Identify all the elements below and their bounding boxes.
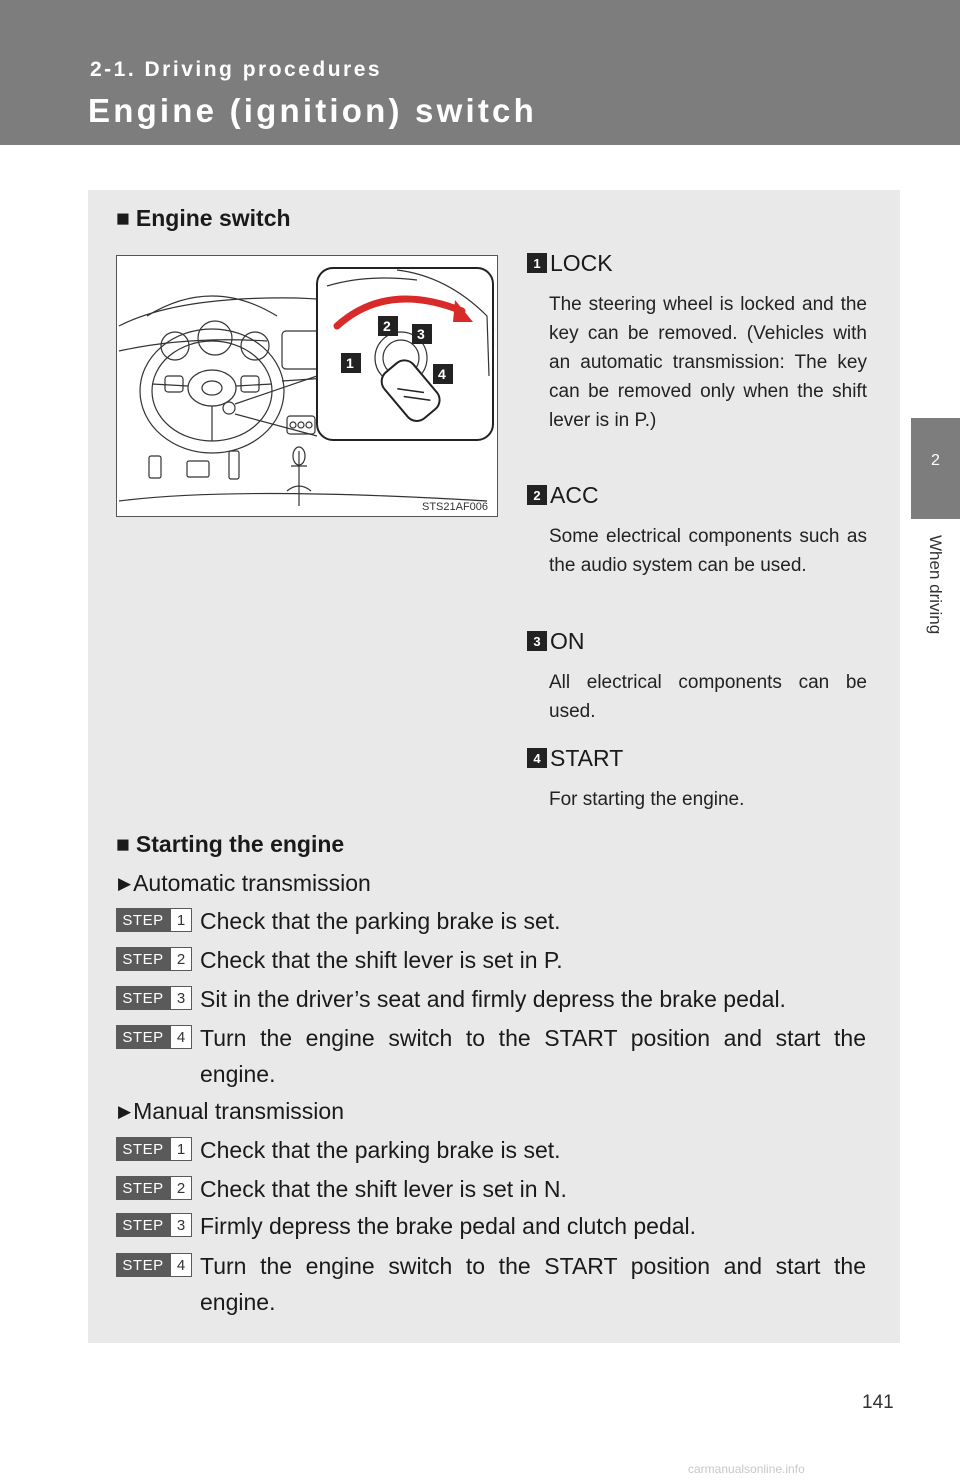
step-badge	[116, 1213, 192, 1237]
automatic-transmission-text: Automatic transmission	[133, 870, 371, 896]
heading-square-marker: ■	[116, 205, 130, 231]
step-number: 4	[170, 1253, 192, 1277]
step-badge	[116, 908, 192, 932]
position-description: All electrical components can be used.	[549, 672, 867, 722]
starting-engine-heading	[116, 831, 344, 858]
position-description: Some electrical components such as the audio system can be used.	[549, 526, 867, 576]
manual-step-3	[116, 1208, 866, 1244]
engine-switch-heading	[116, 205, 291, 232]
step-badge	[116, 986, 192, 1010]
step-text: Sit in the driver’s seat and firmly depress the brake pedal.	[200, 986, 786, 1012]
step-word: STEP	[116, 1176, 170, 1200]
manual-step-2	[116, 1171, 866, 1207]
watermark: carmanualsonline.info	[688, 1462, 805, 1476]
step-word: STEP	[116, 1253, 170, 1277]
position-on	[527, 626, 867, 726]
heading-square-marker: ■	[116, 831, 130, 857]
manual-transmission-text: Manual transmission	[133, 1098, 344, 1124]
callout-4-label: 4	[438, 366, 446, 382]
dashboard-illustration	[117, 256, 497, 516]
number-badge: 1	[527, 253, 547, 273]
auto-step-2	[116, 942, 866, 978]
manual-step-4	[116, 1248, 866, 1320]
number-badge: 2	[527, 485, 547, 505]
number-badge: 4	[527, 748, 547, 768]
step-badge	[116, 1025, 192, 1049]
starting-engine-heading-text: Starting the engine	[135, 831, 345, 857]
side-tab-top-band	[911, 0, 960, 145]
step-word: STEP	[116, 1025, 170, 1049]
step-text: Check that the parking brake is set.	[200, 1137, 561, 1163]
triangle-arrow-icon: ▶	[118, 1102, 132, 1121]
number-badge: 3	[527, 631, 547, 651]
section-label: 2-1. Driving procedures	[90, 58, 383, 81]
step-word: STEP	[116, 908, 170, 932]
step-number: 2	[170, 947, 192, 971]
step-badge	[116, 1253, 192, 1277]
step-text: Turn the engine switch to the START position and start the engine.	[200, 1253, 866, 1315]
step-word: STEP	[116, 1213, 170, 1237]
chapter-name	[925, 535, 945, 695]
step-number: 3	[170, 1213, 192, 1237]
engine-switch-heading-text: Engine switch	[135, 205, 291, 231]
step-text: Turn the engine switch to the START position and start the engine.	[200, 1025, 866, 1087]
step-number: 1	[170, 1137, 192, 1161]
position-start	[527, 743, 867, 814]
auto-step-4	[116, 1020, 866, 1092]
position-description: The steering wheel is locked and the key can be removed. (Vehicles with an automatic transmission: The key can be removed only when the shift lever is in P.)	[549, 294, 867, 431]
callout-1-label: 1	[346, 355, 354, 371]
step-badge	[116, 1176, 192, 1200]
step-number: 1	[170, 908, 192, 932]
step-text: Check that the shift lever is set in P.	[200, 947, 563, 973]
triangle-arrow-icon: ▶	[118, 874, 132, 893]
step-word: STEP	[116, 1137, 170, 1161]
position-label: LOCK	[550, 249, 613, 276]
step-number: 4	[170, 1025, 192, 1049]
chapter-side-tab	[911, 0, 960, 1484]
step-number: 2	[170, 1176, 192, 1200]
step-badge	[116, 947, 192, 971]
manual-transmission-label	[118, 1098, 344, 1125]
page-title: Engine (ignition) switch	[88, 92, 537, 129]
step-word: STEP	[116, 986, 170, 1010]
callout-3-label: 3	[417, 326, 425, 342]
auto-step-1	[116, 903, 866, 939]
figure-code: STS21AF006	[422, 501, 489, 513]
step-text: Firmly depress the brake pedal and clutch pedal.	[200, 1213, 697, 1239]
chapter-name-text: When driving	[926, 535, 945, 635]
manual-step-1	[116, 1132, 866, 1168]
step-text: Check that the parking brake is set.	[200, 908, 561, 934]
position-label: ON	[550, 627, 585, 654]
position-acc	[527, 480, 867, 580]
position-description: For starting the engine.	[549, 789, 745, 810]
step-text: Check that the shift lever is set in N.	[200, 1176, 567, 1202]
automatic-transmission-label	[118, 870, 371, 897]
position-lock	[527, 248, 867, 435]
chapter-number: 2	[931, 452, 940, 469]
step-number: 3	[170, 986, 192, 1010]
step-word: STEP	[116, 947, 170, 971]
callout-2-label: 2	[383, 318, 391, 334]
engine-switch-figure	[116, 255, 498, 517]
page-number: 141	[862, 1392, 894, 1413]
position-label: START	[550, 744, 624, 771]
position-label: ACC	[550, 481, 599, 508]
auto-step-3	[116, 981, 866, 1017]
step-badge	[116, 1137, 192, 1161]
page-header	[0, 0, 960, 145]
